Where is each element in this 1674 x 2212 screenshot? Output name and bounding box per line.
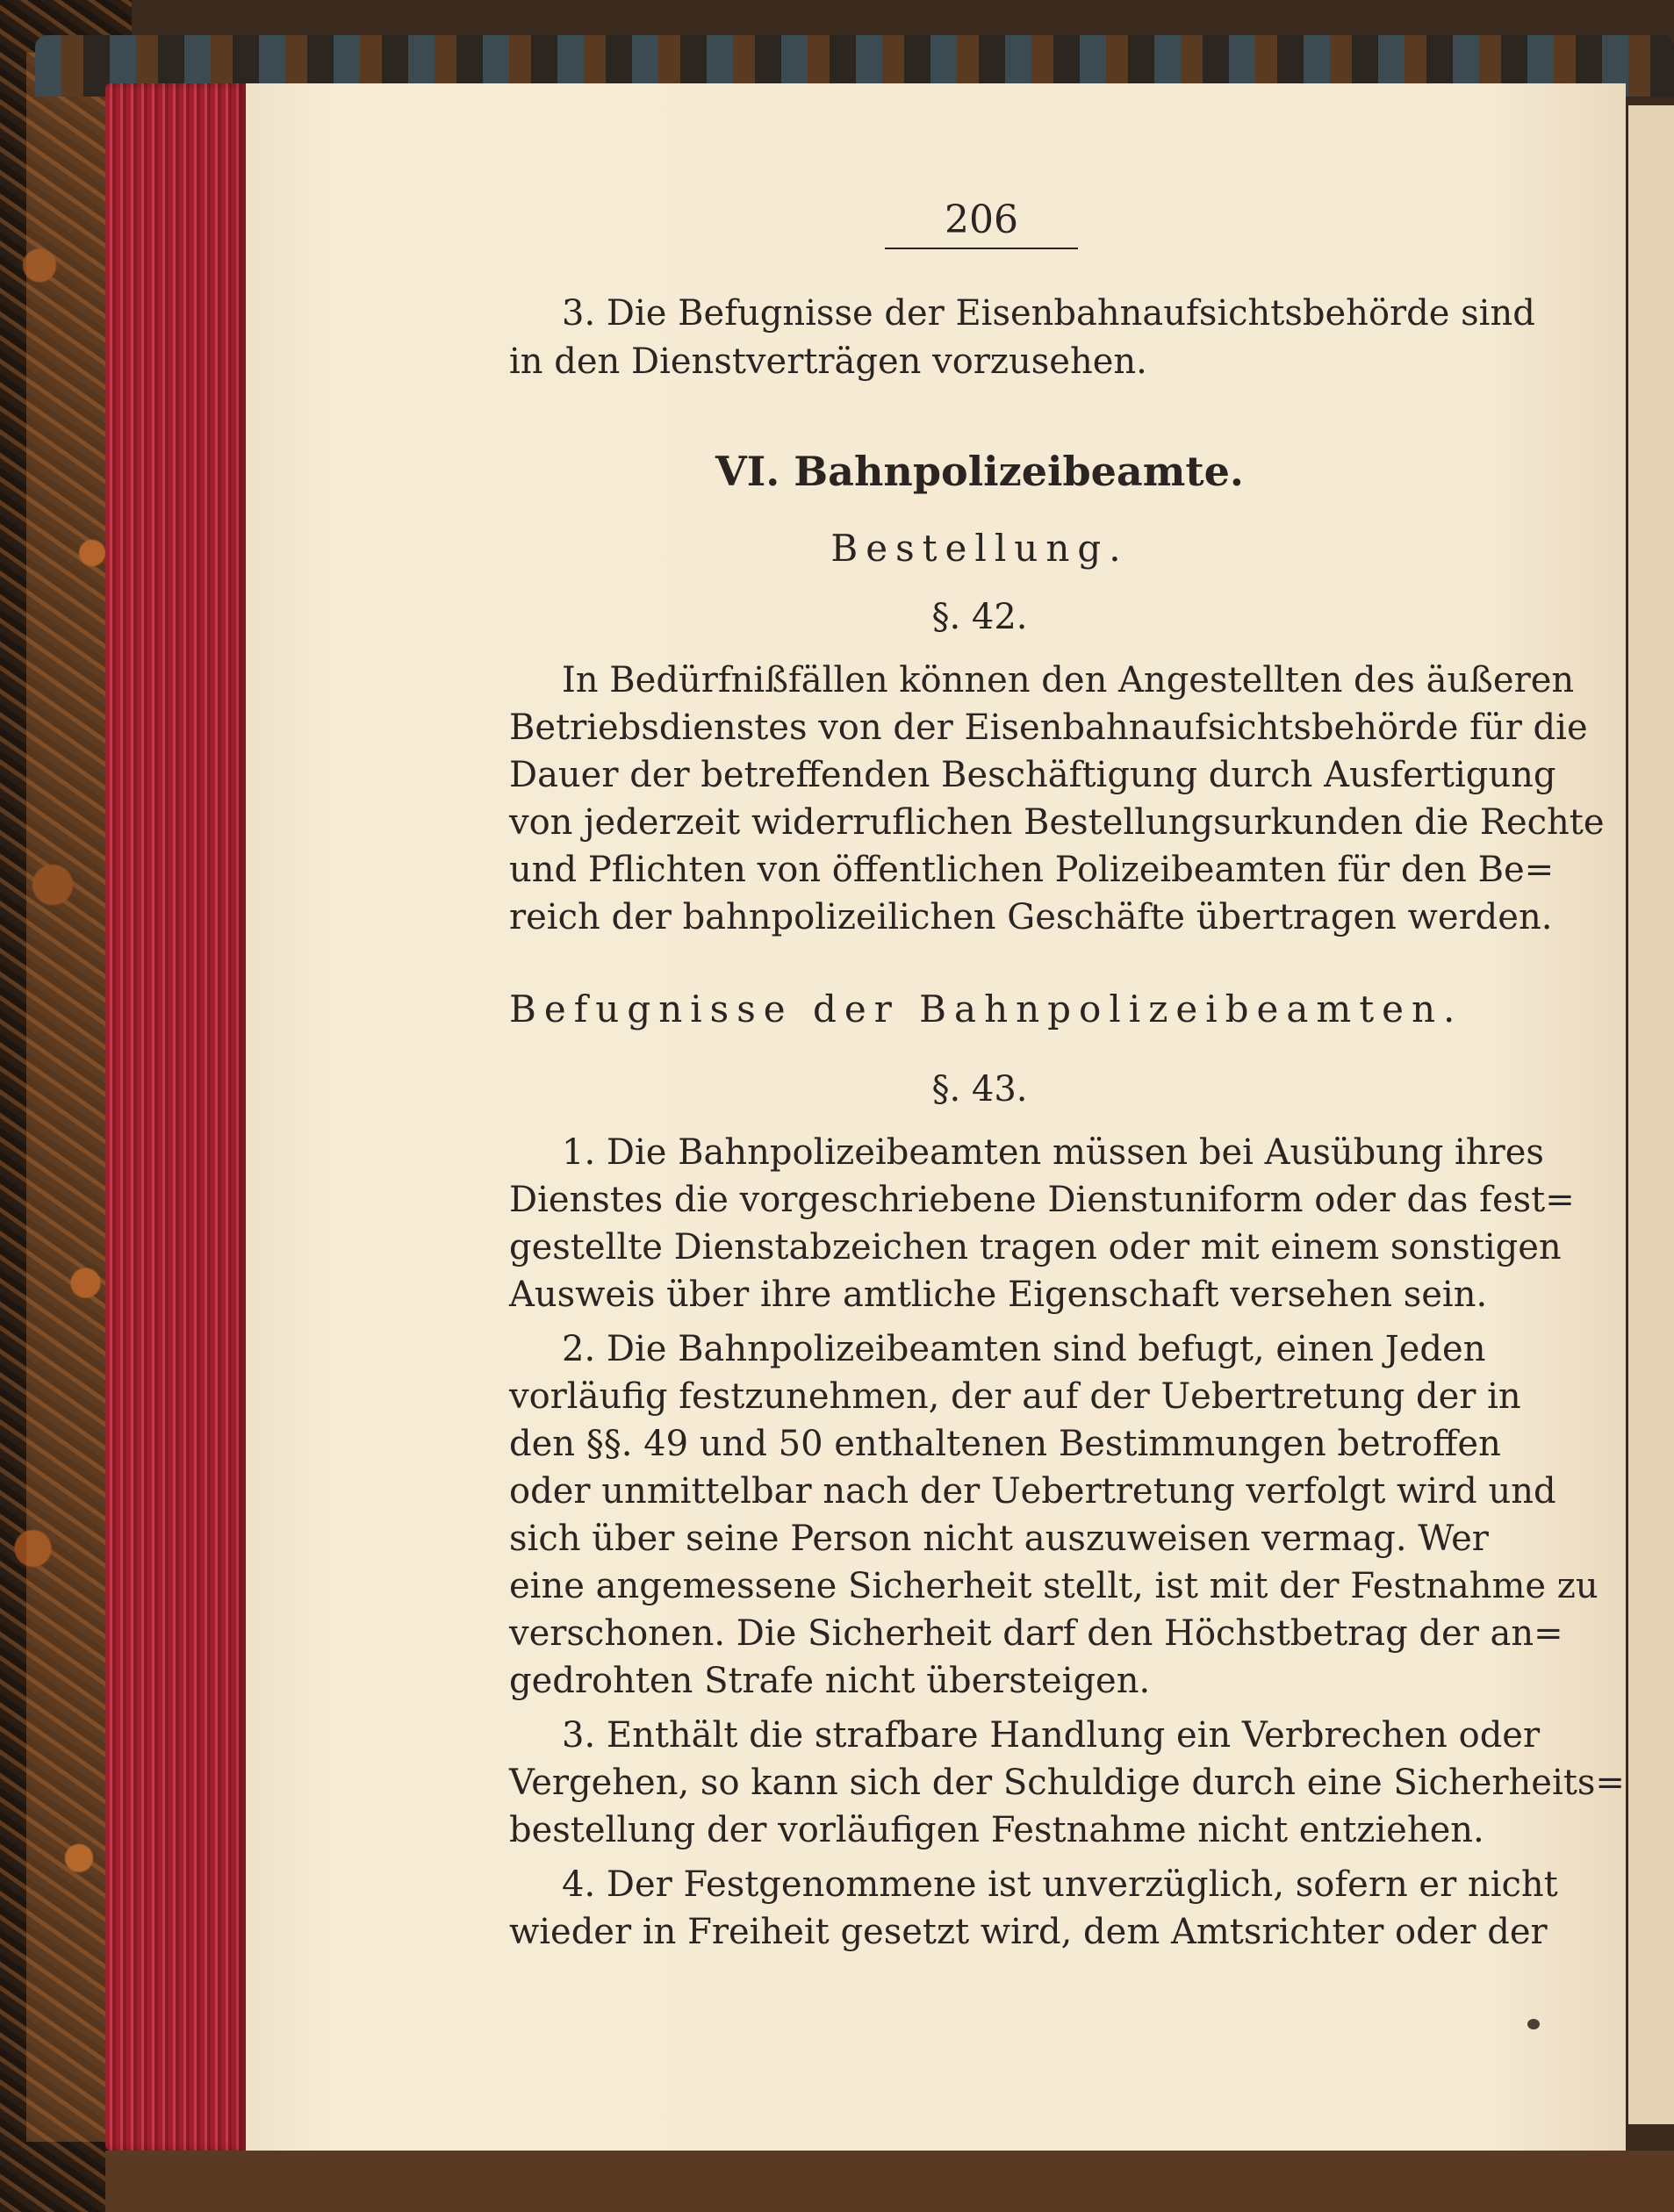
facing-page-edge [1626, 105, 1674, 2124]
text-line: Dienstes die vorgeschriebene Dienstuniform oder das fest= [509, 1180, 1575, 1220]
page-number: 206 [945, 198, 1018, 242]
text-line: 3. Die Befugnisse der Eisenbahnaufsichtsbehörde sind [562, 293, 1535, 334]
text-line: und Pflichten von öffentlichen Polizeibeamten für den Be= [509, 850, 1555, 890]
text-line: eine angemessene Sicherheit stellt, ist mit der Festnahme zu [509, 1566, 1599, 1606]
text-line: oder unmittelbar nach der Uebertretung verfolgt wird und [509, 1471, 1556, 1512]
page-edges-red [105, 83, 246, 2151]
subheading-befugnisse: Befugnisse der Bahnpolizeibeamten. [509, 988, 1463, 1031]
text-line: 4. Der Festgenommene ist unverzüglich, sofern er nicht [562, 1864, 1558, 1905]
text-line: wieder in Freiheit gesetzt wird, dem Amtsrichter oder der [509, 1912, 1548, 1952]
text-line: 2. Die Bahnpolizeibeamten sind befugt, einen Jeden [562, 1329, 1486, 1369]
section-title: VI. Bahnpolizeibeamte. [715, 448, 1244, 495]
book-bottom-edge [105, 2151, 1674, 2212]
text-line: Betriebsdienstes von der Eisenbahnaufsichtsbehörde für die [509, 707, 1588, 748]
text-line: 3. Enthält die strafbare Handlung ein Verbrechen oder [562, 1715, 1541, 1756]
text-line: verschonen. Die Sicherheit darf den Höchstbetrag der an= [509, 1613, 1563, 1654]
subheading-bestellung: Bestellung. [830, 527, 1129, 570]
paper-speck [1527, 2019, 1540, 2029]
text-line: In Bedürfnißfällen können den Angestellten des äußeren [562, 660, 1575, 700]
text-line: gestellte Dienstabzeichen tragen oder mit einem sonstigen [509, 1227, 1562, 1268]
text-line: gedrohten Strafe nicht übersteigen. [509, 1661, 1151, 1701]
text-line: 1. Die Bahnpolizeibeamten müssen bei Ausübung ihres [562, 1132, 1544, 1173]
header-rule [885, 248, 1078, 249]
text-line: den §§. 49 und 50 enthaltenen Bestimmungen betroffen [509, 1424, 1501, 1464]
text-line: vorläufig festzunehmen, der auf der Uebertretung der in [509, 1376, 1521, 1417]
paragraph-label-43: §. 43. [931, 1069, 1028, 1110]
text-line: Dauer der betreffenden Beschäftigung durch Ausfertigung [509, 755, 1556, 795]
text-line: reich der bahnpolizeilichen Geschäfte übertragen werden. [509, 897, 1553, 937]
text-line: sich über seine Person nicht auszuweisen vermag. Wer [509, 1519, 1489, 1559]
text-line: Vergehen, so kann sich der Schuldige durch eine Sicherheits= [509, 1763, 1625, 1803]
text-line: von jederzeit widerruflichen Bestellungsurkunden die Rechte [509, 802, 1605, 843]
paragraph-label-42: §. 42. [931, 597, 1028, 637]
text-line: bestellung der vorläufigen Festnahme nicht entziehen. [509, 1810, 1484, 1850]
text-line: in den Dienstverträgen vorzusehen. [509, 341, 1147, 382]
text-line: Ausweis über ihre amtliche Eigenschaft versehen sein. [509, 1275, 1488, 1315]
